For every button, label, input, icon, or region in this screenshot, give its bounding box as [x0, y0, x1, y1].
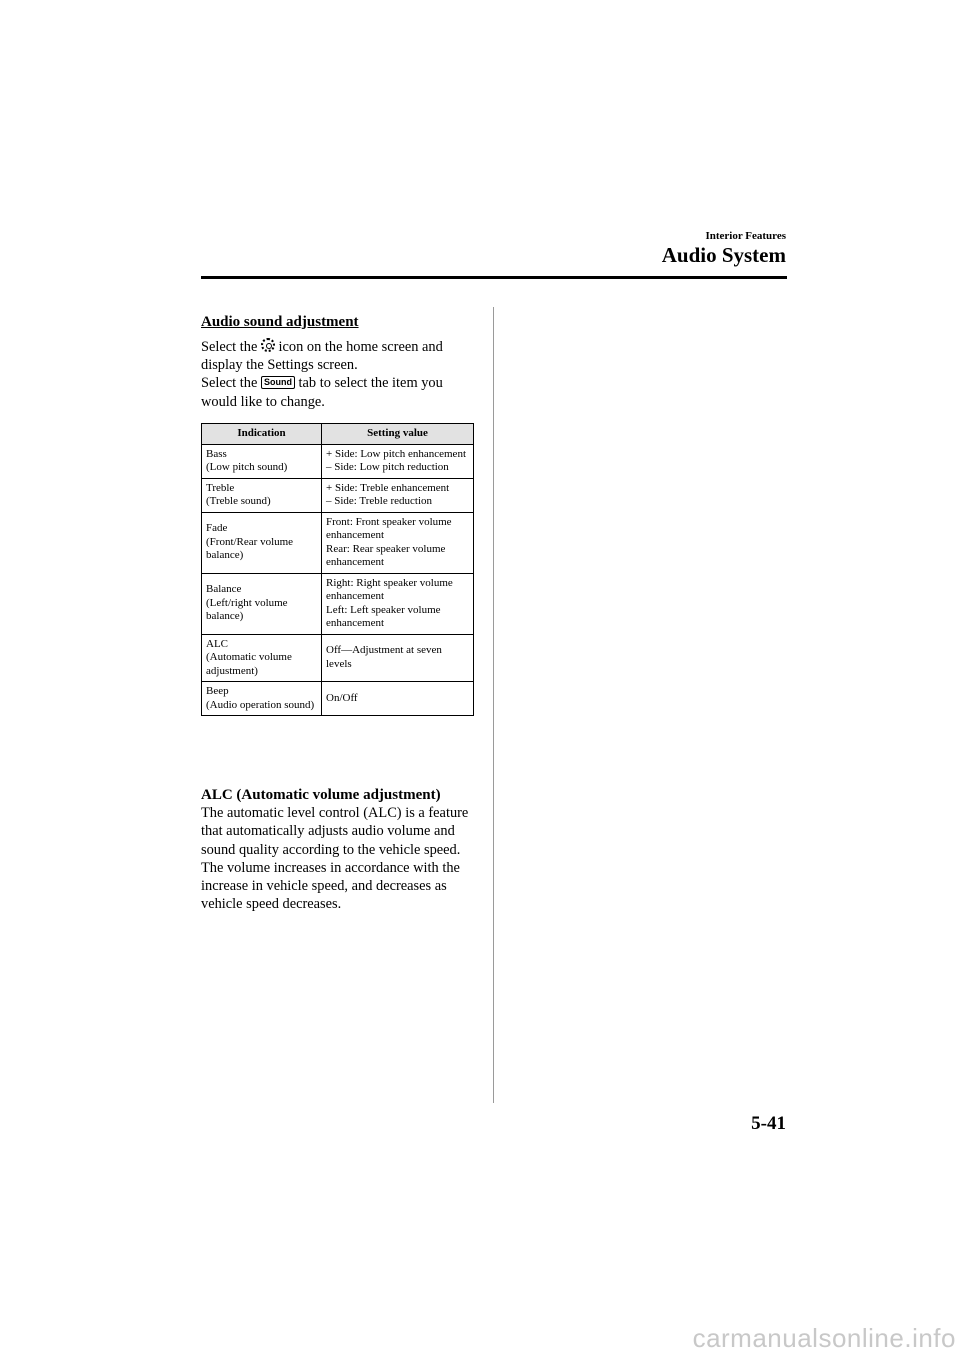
- setting-value-cell: [322, 512, 474, 573]
- table-header-row: [202, 424, 474, 445]
- indication-cell: [202, 478, 322, 512]
- setting-value-cell: [322, 634, 474, 682]
- setting-value-line: Right: Right speaker volume enhancement: [326, 576, 453, 602]
- indication-line: (Automatic volume adjustment): [206, 651, 292, 677]
- setting-value-line: – Side: Low pitch reduction: [326, 461, 449, 473]
- setting-value-line: Rear: Rear speaker volume enhancement: [326, 542, 446, 568]
- header-section: Interior Features: [705, 230, 786, 242]
- watermark: carmanualsonline.info: [692, 1323, 956, 1353]
- alc-title: ALC (Automatic volume adjustment): [201, 787, 441, 803]
- table-row: [202, 682, 474, 716]
- header-indication: Indication: [202, 424, 322, 445]
- header-setting-value: Setting value: [322, 424, 474, 445]
- table-body: [202, 444, 474, 716]
- alc-block: [201, 786, 476, 913]
- setting-value-cell: [322, 682, 474, 716]
- setting-value-line: On/Off: [326, 691, 358, 704]
- settings-table: [201, 423, 474, 716]
- intro-line1-after: icon on the home screen and display the Settings screen.: [201, 339, 443, 374]
- section-title: Audio sound adjustment: [201, 314, 359, 330]
- setting-value-line: Off—Adjustment at seven levels: [326, 644, 442, 670]
- setting-value-line: – Side: Treble reduction: [326, 495, 433, 507]
- indication-line: ALC: [206, 637, 228, 650]
- indication-cell: [202, 512, 322, 573]
- indication-line: (Left/right volume balance): [206, 596, 288, 623]
- page-number: 5-41: [751, 1113, 786, 1134]
- indication-cell: [202, 444, 322, 478]
- table-row: [202, 573, 474, 634]
- indication-line: Bass: [206, 447, 227, 460]
- indication-cell: [202, 634, 322, 682]
- setting-value-line: + Side: Low pitch enhancement: [326, 447, 466, 460]
- intro-line2-after: tab to select the item you would like to change.: [201, 375, 443, 410]
- indication-line: (Low pitch sound): [206, 461, 288, 473]
- indication-line: (Treble sound): [206, 495, 271, 507]
- indication-line: Beep: [206, 685, 229, 697]
- indication-cell: [202, 682, 322, 716]
- table-row: [202, 478, 474, 512]
- setting-value-cell: [322, 478, 474, 512]
- intro-line1-before: Select the: [201, 339, 261, 355]
- header-title: Audio System: [661, 243, 786, 267]
- table-row: [202, 634, 474, 682]
- indication-line: (Front/Rear volume balance): [206, 535, 294, 562]
- indication-cell: [202, 573, 322, 634]
- setting-value-line: Front: Front speaker volume enhancement: [326, 515, 452, 541]
- sound-tab-icon: Sound: [261, 376, 295, 389]
- column-divider: [493, 307, 494, 1103]
- gear-icon: [261, 338, 275, 352]
- setting-value-cell: [322, 444, 474, 478]
- indication-line: (Audio operation sound): [206, 698, 315, 711]
- intro-block: [201, 312, 476, 411]
- header-rule: [201, 276, 787, 279]
- indication-line: Balance: [206, 583, 242, 596]
- setting-value-line: + Side: Treble enhancement: [326, 481, 450, 494]
- setting-value-cell: [322, 573, 474, 634]
- table-row: [202, 512, 474, 573]
- indication-line: Treble: [206, 481, 235, 494]
- alc-body: The automatic level control (ALC) is a feature that automatically adjusts audio volume and sound quality according to the vehicle speed. The volume increases in accordance with the increase in vehicle speed, and decreases as vehicle speed decreases.: [201, 805, 469, 913]
- setting-value-line: Left: Left speaker volume enhancement: [326, 603, 441, 629]
- intro-paragraph: [201, 338, 476, 411]
- indication-line: Fade: [206, 522, 228, 535]
- table-row: [202, 444, 474, 478]
- intro-line2-before: Select the: [201, 375, 261, 392]
